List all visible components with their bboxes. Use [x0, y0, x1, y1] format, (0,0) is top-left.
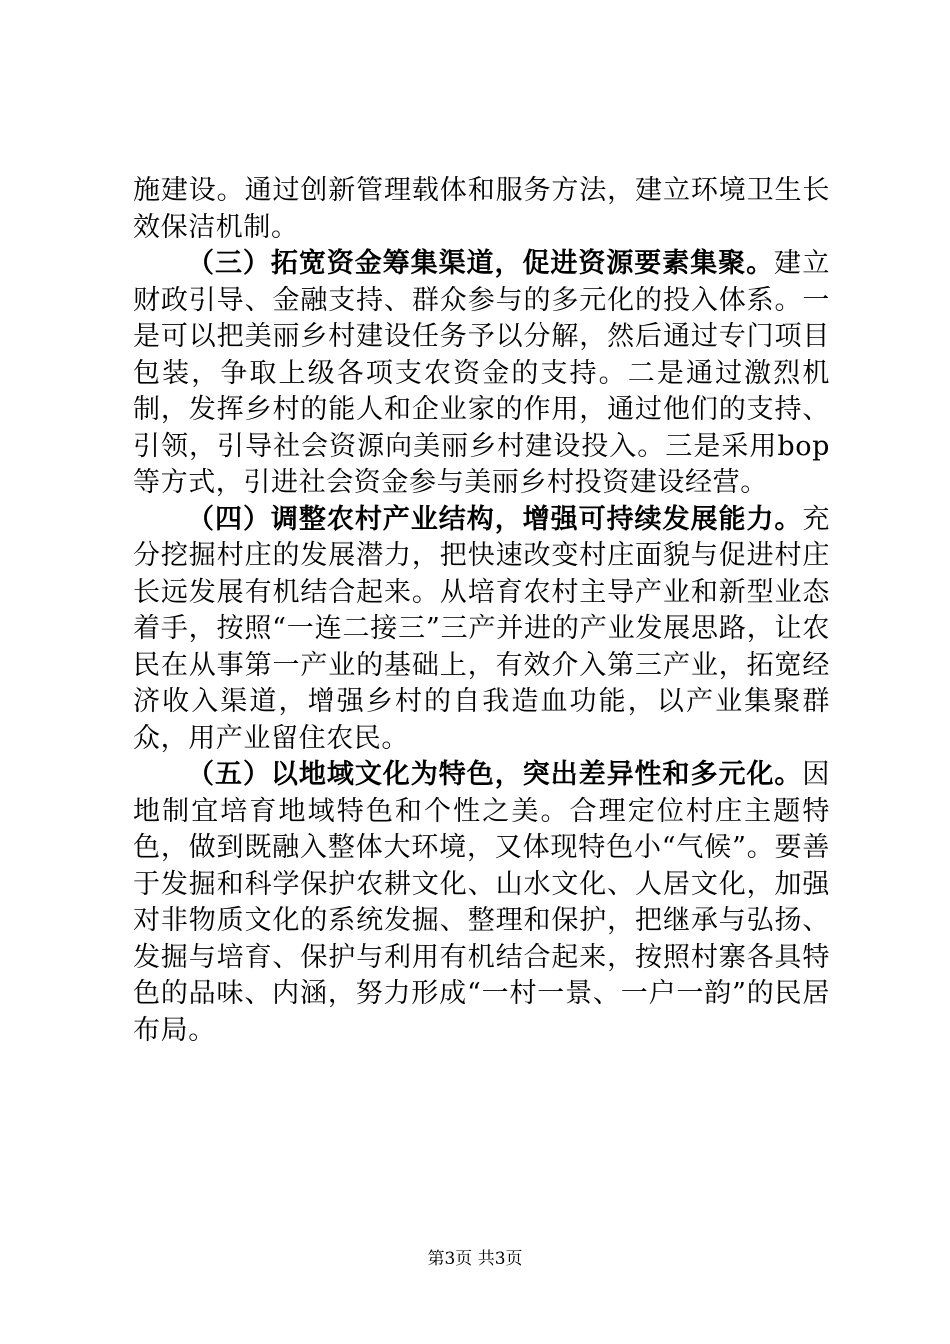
paragraph-section-4 — [133, 502, 830, 758]
paragraph-text: 充分挖掘村庄的发展潜力，把快速改变村庄面貌与促进村庄长远发展有机结合起来。从培育农村主导产业和新型业态着手，按照“一连二接三”三产并进的产业发展思路，让农民在从事第一产业的基础上，有效介入第三产业，拓宽经济收入渠道，增强乡村的自我造血功能，以产业集聚群众，用产业留住农民。 — [133, 503, 830, 754]
paragraph-text: 施建设。通过创新管理载体和服务方法，建立环境卫生长效保洁机制。 — [133, 175, 830, 243]
section-heading: （三）拓宽资金筹集渠道，促进资源要素集聚。 — [187, 248, 775, 279]
paragraph-text: 因地制宜培育地域特色和个性之美。合理定位村庄主题特色，做到既融入整体大环境，又体现特色小“气候”。要善于发掘和科学保护农耕文化、山水文化、人居文化，加强对非物质文化的系统发掘、整理和保护，把继承与弘扬、发掘与培育、保护与利用有机结合起来，按照村寨各具特色的品味、内涵，努力形成“一村一景、一户一韵”的民居布局。 — [133, 759, 830, 1046]
document-body — [133, 173, 830, 1049]
page-footer — [0, 1244, 950, 1269]
paragraph-continuation — [133, 173, 830, 246]
paragraph-section-5 — [133, 757, 830, 1049]
paragraph-section-3 — [133, 246, 830, 502]
paragraph-text: 建立财政引导、金融支持、群众参与的多元化的投入体系。一是可以把美丽乡村建设任务予以分解，然后通过专门项目包装，争取上级各项支农资金的支持。二是通过激烈机制，发挥乡村的能人和企业家的作用，通过他们的支持、引领，引导社会资源向美丽乡村建设投入。三是采用bop等方式，引进社会资金参与美丽乡村投资建设经营。 — [133, 248, 831, 498]
page-number: 第3页 共3页 — [427, 1249, 523, 1269]
section-heading: （五）以地域文化为特色，突出差异性和多元化。 — [187, 759, 803, 790]
section-heading: （四）调整农村产业结构，增强可持续发展能力。 — [187, 503, 803, 535]
